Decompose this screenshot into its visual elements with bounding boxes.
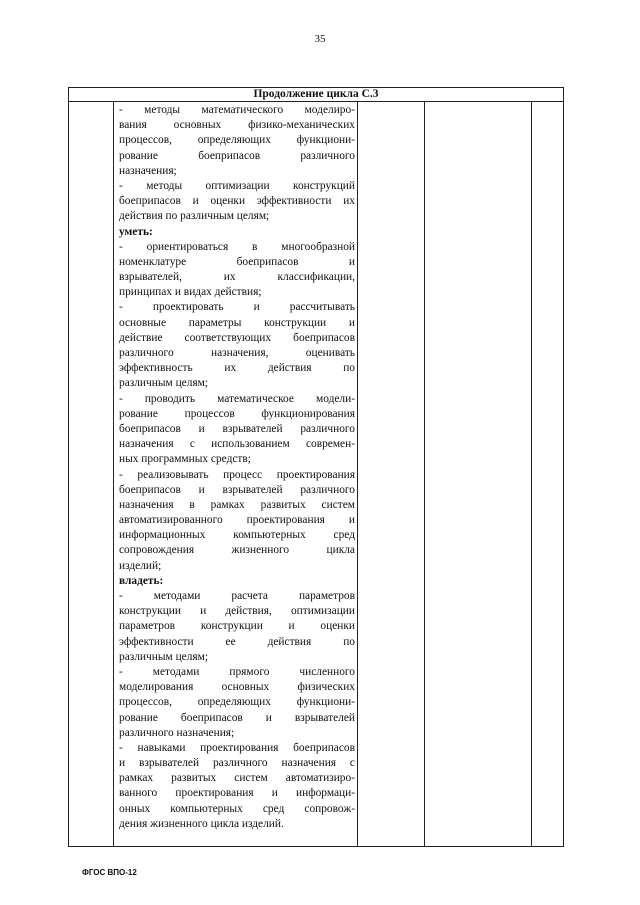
text-line: дения жизненного цикла изделий. bbox=[119, 817, 284, 830]
column-divider bbox=[357, 101, 358, 846]
text-line: боеприпасов и оценки эффективности их bbox=[119, 195, 355, 208]
text-line: конструкции и действия, оптимизации bbox=[119, 605, 355, 618]
text-line: назначения; bbox=[119, 164, 177, 177]
text-line: - реализовывать процесс проектирования bbox=[119, 468, 355, 481]
table-header: Продолжение цикла С.3 bbox=[69, 88, 563, 102]
text-line: принципах и видах действия; bbox=[119, 286, 262, 299]
text-line: назначения в рамках развитых систем bbox=[119, 498, 355, 511]
text-line: ных программных средств; bbox=[119, 453, 251, 466]
column-divider bbox=[113, 101, 114, 846]
competencies-text bbox=[119, 103, 355, 832]
text-line: боеприпасов и взрывателей различного bbox=[119, 483, 355, 496]
text-line: взрывателей, их классификации, bbox=[119, 271, 355, 284]
text-line: уметь: bbox=[119, 225, 153, 238]
text-line: назначения с использованием современ- bbox=[119, 438, 355, 451]
text-line: рование боеприпасов различного bbox=[119, 149, 355, 162]
text-line: - методы оптимизации конструкций bbox=[119, 179, 355, 192]
text-line: информационных компьютерных сред bbox=[119, 529, 355, 542]
text-line: владеть: bbox=[119, 574, 164, 587]
curriculum-table bbox=[68, 87, 564, 847]
text-line: - методами расчета параметров bbox=[119, 590, 355, 602]
text-line: номенклатуре боеприпасов и bbox=[119, 255, 355, 268]
text-line: рование боеприпасов и взрывателей bbox=[119, 711, 355, 724]
text-line: параметров конструкции и оценки bbox=[119, 620, 355, 633]
text-line: различным целям; bbox=[119, 377, 209, 390]
text-line: - навыками проектирования боеприпасов bbox=[119, 741, 355, 754]
text-line: моделирования основных физических bbox=[119, 681, 355, 694]
column-divider bbox=[424, 101, 425, 846]
text-line: сопровождения жизненного цикла bbox=[119, 544, 355, 557]
text-line: боеприпасов и взрывателей различного bbox=[119, 422, 355, 435]
text-line: эффективность их действия по bbox=[119, 362, 355, 375]
text-line: - проводить математическое модели- bbox=[119, 392, 355, 405]
text-line: рование процессов функционирования bbox=[119, 407, 355, 420]
text-line: основные параметры конструкции и bbox=[119, 316, 355, 329]
text-line: действия по различным целям; bbox=[119, 210, 270, 223]
text-line: рамках развитых систем автоматизиро- bbox=[119, 772, 355, 785]
text-line: вания основных физико-механических bbox=[119, 119, 355, 132]
text-line: процессов, определяющих функциони- bbox=[119, 696, 355, 709]
text-line: эффективности ее действия по bbox=[119, 635, 355, 648]
text-line: автоматизированного проектирования и bbox=[119, 514, 355, 527]
text-line: процессов, определяющих функциони- bbox=[119, 134, 355, 147]
page-number: 35 bbox=[314, 33, 326, 45]
text-line: и взрывателей различного назначения с bbox=[119, 757, 355, 770]
text-line: различного назначения; bbox=[119, 726, 235, 739]
text-line: действие соответствующих боеприпасов bbox=[119, 331, 355, 344]
text-line: - методами прямого численного bbox=[119, 665, 355, 678]
footer-standard-code: ФГОС ВПО-12 bbox=[82, 868, 137, 877]
text-line: - ориентироваться в многообразной bbox=[119, 240, 355, 253]
text-line: ванного проектирования и информаци- bbox=[119, 787, 355, 800]
text-line: - проектировать и рассчитывать bbox=[119, 301, 355, 314]
text-line: онных компьютерных сред сопровож- bbox=[119, 802, 355, 815]
text-line: изделий; bbox=[119, 559, 162, 572]
column-divider bbox=[531, 101, 532, 846]
text-line: различным целям; bbox=[119, 650, 209, 663]
text-line: - методы математического моделиро- bbox=[119, 104, 355, 116]
text-line: различного назначения, оценивать bbox=[119, 347, 355, 359]
